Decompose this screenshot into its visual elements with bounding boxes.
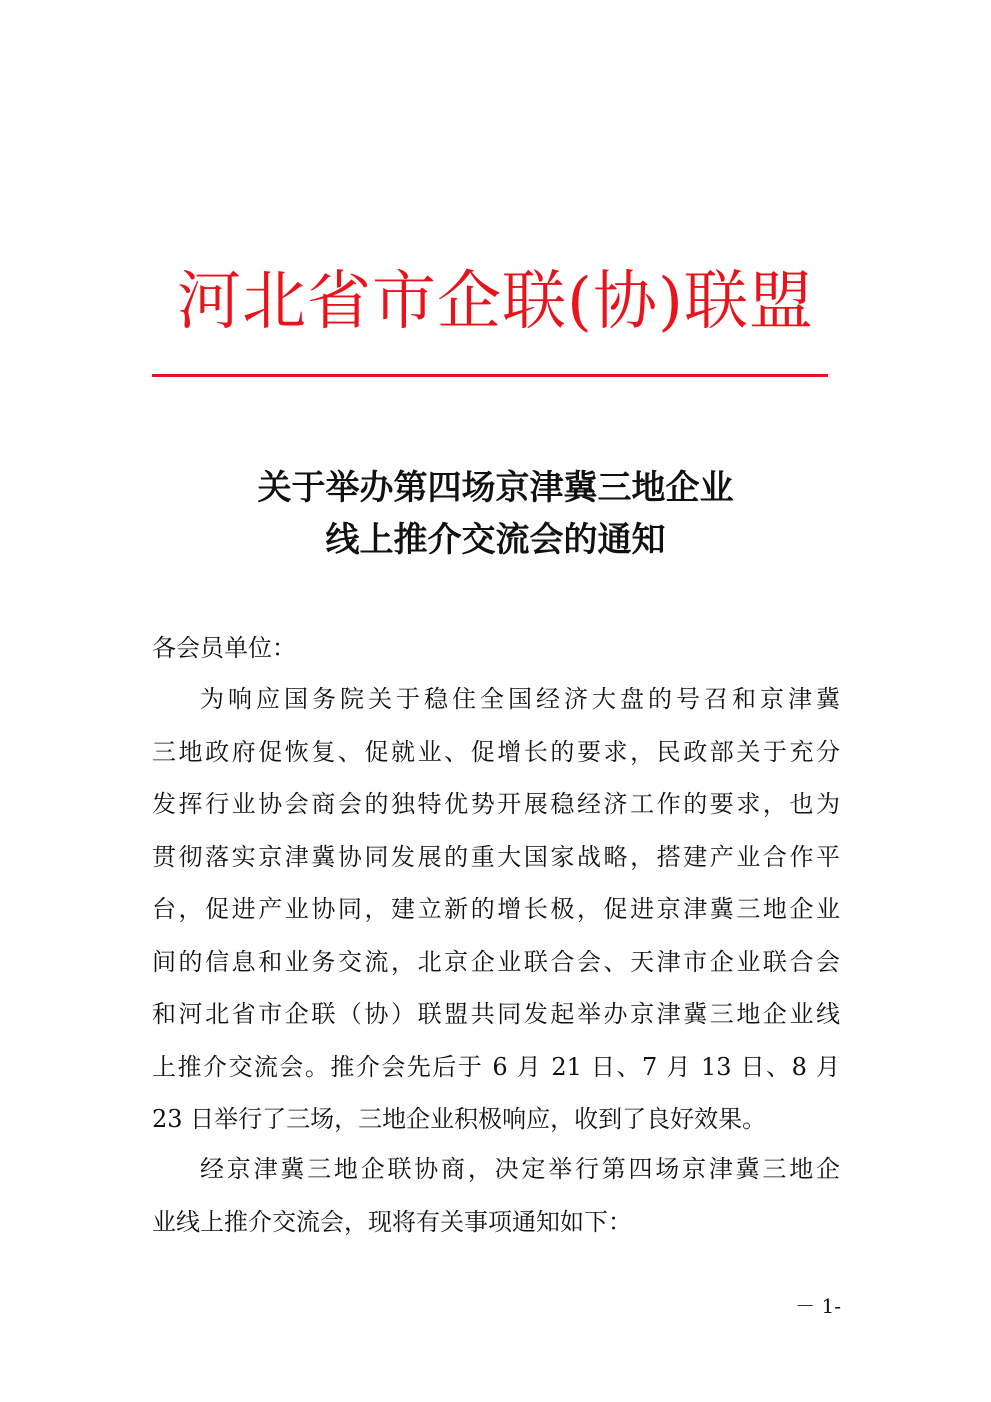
paragraph-1-line: 和河北省市企联（协）联盟共同发起举办京津冀三地企业线 [152,1000,840,1028]
paragraph-1-line: 上推介交流会。推介会先后于 6 月 21 日、7 月 13 日、8 月 [152,1052,840,1081]
paragraph-1-line: 三地政府促恢复、促就业、促增长的要求，民政部关于充分 [152,737,840,766]
salutation: 各会员单位： [152,634,296,662]
paragraph-1-line: 间的信息和业务交流，北京企业联合会、天津市企业联合会 [152,947,840,976]
paragraph-2 [152,1143,840,1248]
title-line-1: 关于举办第四场京津冀三地企业 [257,468,734,508]
paragraph-1-line: 贯彻落实京津冀协同发展的重大国家战略，搭建产业合作平 [152,842,840,871]
document-title [0,462,991,566]
title-line-2: 线上推介交流会的通知 [325,520,666,560]
organization-header: 河北省市企联(协)联盟 [177,265,814,339]
page-number: － 1- [795,1294,841,1318]
red-divider-line [152,374,828,377]
paragraph-2-line: 经京津冀三地企联协商，决定举行第四场京津冀三地企 [200,1155,840,1183]
paragraph-1 [152,673,840,1146]
paragraph-1-line: 发挥行业协会商会的独特优势开展稳经济工作的要求，也为 [152,790,840,818]
paragraph-1-line: 台，促进产业协同，建立新的增长极，促进京津冀三地企业 [152,895,840,923]
paragraph-1-line: 为响应国务院关于稳住全国经济大盘的号召和京津冀 [200,685,840,713]
paragraph-1-line: 23 日举行了三场，三地企业积极响应，收到了良好效果。 [152,1105,767,1133]
paragraph-2-line: 业线上推介交流会，现将有关事项通知如下： [152,1207,632,1236]
